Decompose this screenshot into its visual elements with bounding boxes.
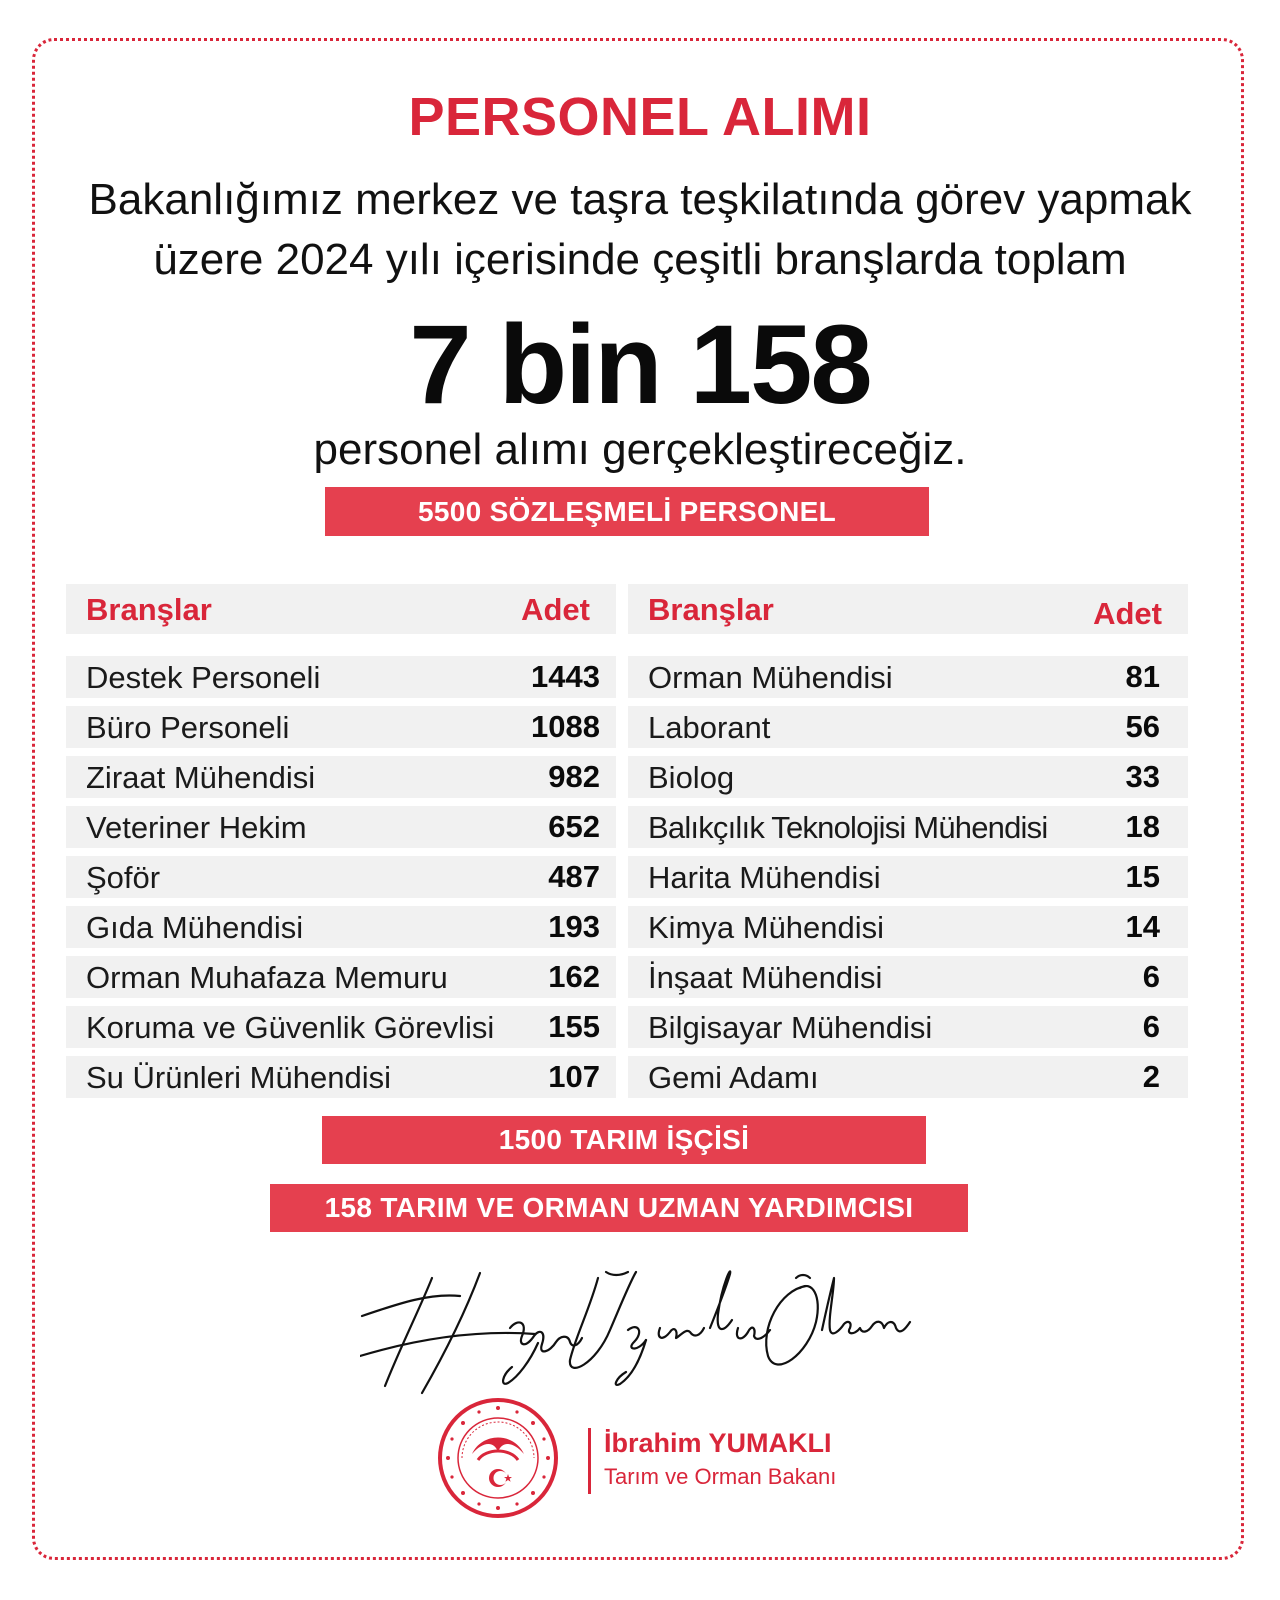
table-row (66, 806, 616, 848)
column-header-branch: Branşlar (86, 592, 212, 627)
intro-line-1: Bakanlığımız merkez ve taşra teşkilatında görev yapmak (88, 175, 1192, 224)
subtitle: personel alımı gerçekleştireceğiz. (313, 425, 967, 474)
branch-name: Gıda Mühendisi (86, 910, 304, 945)
table-row (66, 1006, 616, 1048)
branch-name: Veteriner Hekim (86, 810, 307, 845)
branch-count: 487 (548, 859, 600, 894)
table-row (66, 856, 616, 898)
page-title: PERSONEL ALIMI (408, 87, 872, 147)
branch-count: 56 (1125, 709, 1160, 744)
branch-name: Balıkçılık Teknolojisi Mühendisi (648, 810, 1048, 845)
branch-count: 193 (548, 909, 600, 944)
table-row (628, 906, 1188, 948)
column-header-count: Adet (521, 592, 590, 627)
branch-table-right (628, 584, 1188, 1106)
table-row (66, 956, 616, 998)
branch-name: Orman Muhafaza Memuru (86, 960, 448, 995)
branch-count: 81 (1125, 659, 1160, 694)
table-row (628, 1056, 1188, 1098)
branch-name: Biolog (648, 760, 735, 795)
table-row (628, 756, 1188, 798)
branch-name: Destek Personeli (86, 660, 321, 695)
column-header-branch: Branşlar (648, 592, 774, 627)
handwritten-signature (360, 1268, 920, 1398)
branch-count: 15 (1125, 859, 1160, 894)
table-row (66, 1056, 616, 1098)
branch-count: 1088 (531, 709, 600, 744)
table-header (66, 584, 616, 634)
branch-count: 982 (548, 759, 600, 794)
branch-name: Kimya Mühendisi (648, 910, 885, 945)
branch-count: 1443 (531, 659, 600, 694)
column-header-count: Adet (1093, 596, 1162, 631)
contract-staff-banner: 5500 SÖZLEŞMELİ PERSONEL (325, 487, 929, 536)
minister-title: Tarım ve Orman Bakanı (604, 1464, 837, 1489)
intro-text (0, 170, 1280, 290)
branch-count: 6 (1142, 1009, 1160, 1044)
table-row (628, 956, 1188, 998)
branch-count: 2 (1142, 1059, 1160, 1094)
branch-table-left (66, 584, 616, 1106)
branch-name: Büro Personeli (86, 710, 290, 745)
branch-count: 652 (548, 809, 600, 844)
table-row (66, 656, 616, 698)
branch-name: Bilgisayar Mühendisi (648, 1010, 933, 1045)
table-row (628, 1006, 1188, 1048)
branch-name: Ziraat Mühendisi (86, 760, 316, 795)
table-row (628, 706, 1188, 748)
branch-count: 107 (548, 1059, 600, 1094)
table-row (628, 806, 1188, 848)
branch-name: Orman Mühendisi (648, 660, 893, 695)
branch-count: 155 (548, 1009, 600, 1044)
branch-count: 18 (1125, 809, 1160, 844)
branch-count: 14 (1125, 909, 1160, 944)
intro-line-2: üzere 2024 yılı içerisinde çeşitli branşlarda toplam (153, 235, 1127, 284)
footer-divider (588, 1428, 591, 1494)
table-row (66, 906, 616, 948)
branch-name: Laborant (648, 710, 771, 745)
branch-name: Koruma ve Güvenlik Görevlisi (86, 1010, 495, 1045)
branch-count: 6 (1142, 959, 1160, 994)
total-count: 7 bin 158 (409, 302, 871, 427)
table-row (66, 756, 616, 798)
ministry-seal-logo (436, 1396, 560, 1520)
branch-count: 33 (1125, 759, 1160, 794)
minister-name: İbrahim YUMAKLI (604, 1428, 832, 1458)
branch-name: Su Ürünleri Mühendisi (86, 1060, 391, 1095)
table-row (66, 706, 616, 748)
table-row (628, 856, 1188, 898)
branch-name: Gemi Adamı (648, 1060, 819, 1095)
branch-name: Harita Mühendisi (648, 860, 881, 895)
branch-count: 162 (548, 959, 600, 994)
branch-name: Şoför (86, 860, 161, 895)
expert-assistants-banner: 158 TARIM VE ORMAN UZMAN YARDIMCISI (270, 1184, 968, 1232)
table-header (628, 584, 1188, 634)
branch-name: İnşaat Mühendisi (648, 960, 883, 995)
table-row (628, 656, 1188, 698)
agricultural-workers-banner: 1500 TARIM İŞÇİSİ (322, 1116, 926, 1164)
